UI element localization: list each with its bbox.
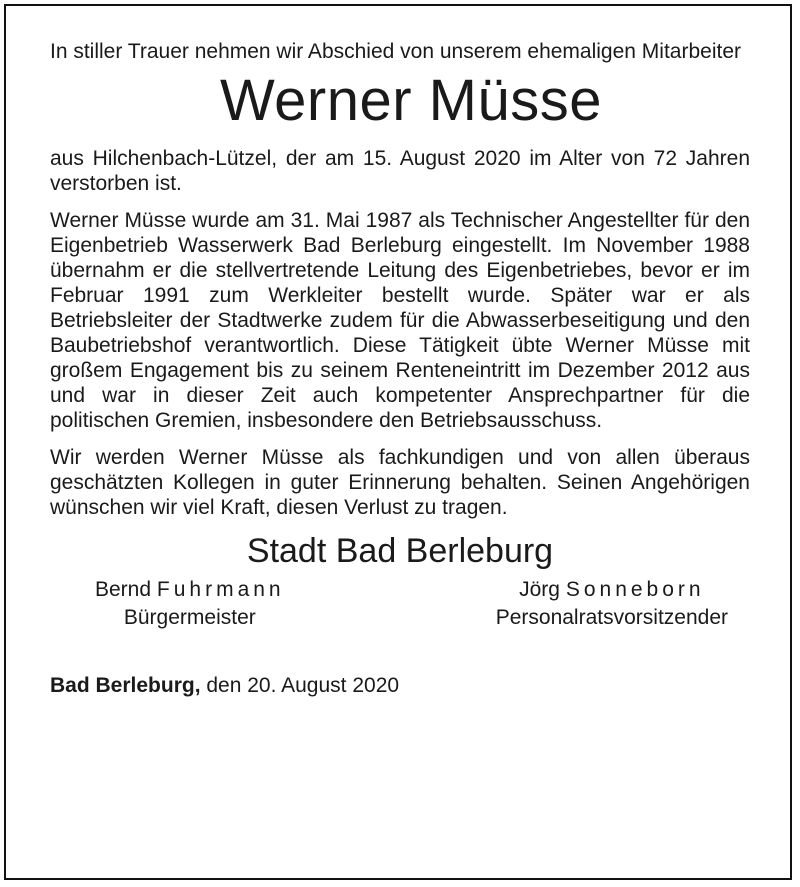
signer-first-name: Bernd	[95, 578, 152, 601]
place-and-date	[50, 672, 772, 700]
obituary-notice	[50, 38, 772, 700]
signer-role: Personalratsvorsitzender	[495, 606, 728, 629]
signer-name	[95, 576, 285, 604]
signer-first-name: Jörg	[519, 578, 560, 601]
signer-last-name: Sonneborn	[565, 578, 705, 601]
farewell-paragraph: Wir werden Werner Müsse als fachkundigen und von allen überaus geschätzten Kollegen in guter Erinnerung behalten. Seinen Angehörigen wünschen wir viel Kraft, diesen Verlust zu tragen.	[50, 446, 750, 519]
signer-name	[496, 576, 728, 604]
place: Bad Berleburg,	[50, 674, 201, 697]
career-paragraph: Werner Müsse wurde am 31. Mai 1987 als Technischer Angestellter für den Eigenbetrieb Wasserwerk Bad Berleburg eingestellt. Im November 1988 übernahm er die stellvertretende Leitung des Eigenbetriebes, bevor er im Februar 1991 zum Werkleiter bestellt wurde. Später war er als Betriebsleiter der Stadtwerke zudem für die Abwasserbeseitigung und den Baubetriebshof verantwortlich. Diese Tätigkeit übte Werner Müsse mit großem Engagement bis zu seinem Renteneintritt im Dezember 2012 aus und war in dieser Zeit auch kompetenter Ansprechpartner für die politischen Gremien, insbesondere den Betriebsausschuss.	[50, 209, 750, 432]
origin-paragraph: aus Hilchenbach-Lützel, der am 15. August 2020 im Alter von 72 Jahren verstorben ist.	[50, 147, 750, 195]
intro-text: In stiller Trauer nehmen wir Abschied von unserem ehemaligen Mitarbeiter	[50, 40, 742, 63]
signer-council-chair	[496, 576, 728, 632]
signers	[50, 576, 750, 632]
organization-name: Stadt Bad Berleburg	[246, 532, 554, 570]
signer-last-name: Fuhrmann	[156, 578, 285, 601]
signer-role: Bürgermeister	[123, 606, 256, 629]
date: den 20. August 2020	[206, 674, 400, 697]
signer-mayor	[95, 576, 285, 632]
deceased-name: Werner Müsse	[219, 68, 603, 133]
